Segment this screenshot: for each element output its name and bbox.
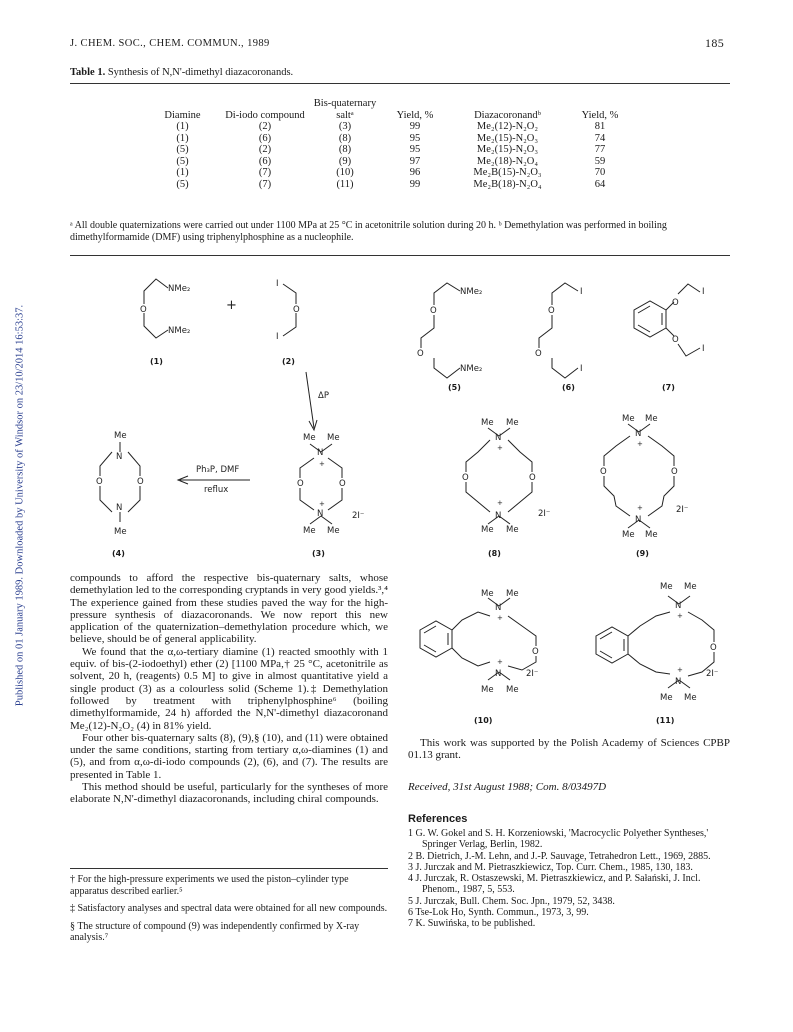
table-cell: (8) <box>338 132 352 144</box>
svg-text:2I⁻: 2I⁻ <box>706 669 719 679</box>
svg-text:Me: Me <box>303 526 316 536</box>
table-cell: (7) <box>258 178 272 190</box>
footnote: § The structure of compound (9) was independently confirmed by X-ray analysis.⁷ <box>70 920 360 943</box>
svg-text:O: O <box>529 473 536 483</box>
bond <box>144 313 168 338</box>
col-header: Yield, % <box>581 109 619 121</box>
table-cell: (9) <box>338 155 352 167</box>
svg-text:+: + <box>637 504 643 512</box>
svg-text:+: + <box>497 444 503 452</box>
svg-text:O: O <box>430 306 437 316</box>
svg-text:N: N <box>116 503 123 513</box>
svg-text:2I⁻: 2I⁻ <box>526 669 539 679</box>
paragraph: This method should be useful, particularly for the syntheses of more elaborate N,N'-dimethyl diazacoronands, including chiral compounds. <box>70 781 388 806</box>
svg-text:O: O <box>600 467 607 477</box>
svg-text:+: + <box>497 658 503 666</box>
svg-text:N: N <box>635 429 642 439</box>
svg-text:Me: Me <box>660 693 673 703</box>
acknowledgement <box>408 737 730 762</box>
svg-text:O: O <box>462 473 469 483</box>
svg-text:N: N <box>317 448 324 458</box>
svg-text:Me: Me <box>645 530 658 540</box>
table-cell: (2) <box>258 144 272 155</box>
table-cell: Me₂(18)-N₂O₄ <box>476 155 539 167</box>
svg-text:N: N <box>495 603 502 613</box>
svg-text:Me: Me <box>303 433 316 443</box>
table-cell: (11) <box>336 178 354 190</box>
svg-text:Me: Me <box>622 530 635 540</box>
col-header: Yield, % <box>396 109 434 121</box>
svg-text:O: O <box>710 643 717 653</box>
svg-text:O: O <box>137 477 144 487</box>
svg-text:2I⁻: 2I⁻ <box>352 511 365 521</box>
table-cell: 70 <box>594 167 606 178</box>
svg-text:Me: Me <box>660 582 673 592</box>
compound-label: (5) <box>448 383 461 392</box>
svg-text:+: + <box>677 612 683 620</box>
svg-text:O: O <box>672 298 679 308</box>
svg-text:N: N <box>495 433 502 443</box>
compound-label: (9) <box>636 549 649 558</box>
compound-label: (4) <box>112 549 125 558</box>
nme2-text: NMe₂ <box>168 326 191 336</box>
svg-text:Me: Me <box>506 589 519 599</box>
reference-item: 4 J. Jurczak, R. Ostaszewski, M. Pietraszkiewicz, and P. Sałański, J. Incl. Phenom., 1987, 5, 553. <box>408 873 701 896</box>
compound-label: (2) <box>282 357 295 366</box>
received-line: Received, 31st August 1988; Com. 8/03497D <box>408 781 607 793</box>
paragraph: compounds to afford the respective bis-quaternary salts, whose demethylation led to the corresponding cryptands in very good yields.³,⁴ The experience gained from these studies paved the way for the high-pressure synthesis of diazacoronands. We now report this new application of the quaternization–demethylation procedure which, we believe, should be of general applicability. <box>70 572 388 646</box>
svg-text:O: O <box>671 467 678 477</box>
table-cell: (1) <box>176 121 189 132</box>
svg-text:+: + <box>497 499 503 507</box>
plus-sign: + <box>226 298 237 313</box>
svg-text:N: N <box>635 515 642 525</box>
table-cell: 74 <box>594 132 606 144</box>
download-notice: Published on 01 January 1989. Downloaded by University of Windsor on 23/10/2014 16:53:37. <box>14 304 26 707</box>
left-column-text <box>70 572 388 806</box>
svg-text:O: O <box>417 349 424 359</box>
table-cell: (8) <box>338 144 352 155</box>
acknowledgement-text: This work was supported by the Polish Academy of Sciences CPBP 01.13 grant. <box>408 737 730 762</box>
table-cell: 99 <box>409 178 421 190</box>
footnote: ‡ Satisfactory analyses and spectral data were obtained for all new compounds. <box>70 903 388 914</box>
compound-label: (8) <box>488 549 501 558</box>
reagent-text: reflux <box>204 485 229 495</box>
compound-label: (7) <box>662 383 675 392</box>
compound-label: (6) <box>562 383 575 392</box>
table-footnote: ᵃ All double quaternizations were carried out under 1100 MPa at 25 °C in acetonitrile solution during 20 h. ᵇ Demethylation was performed in boiling dimethylformamide (DMF) using triphenylphosphine as a nucleophile. <box>70 220 667 243</box>
svg-text:+: + <box>319 500 325 508</box>
reference-item: 3 J. Jurczak and M. Pietraszkiewicz, Top. Curr. Chem., 1985, 130, 183. <box>408 861 693 873</box>
reference-item: 5 J. Jurczak, Bull. Chem. Soc. Jpn., 1979, 52, 3438. <box>408 895 615 907</box>
svg-text:+: + <box>677 666 683 674</box>
iodine-text: I <box>276 332 279 342</box>
table-cell: 95 <box>409 132 421 144</box>
svg-text:Me: Me <box>481 685 494 695</box>
svg-text:N: N <box>495 511 502 521</box>
compound-label: (11) <box>656 716 675 725</box>
table-cell: (3) <box>338 121 352 132</box>
bond <box>144 279 168 304</box>
table-cell: 95 <box>409 144 421 155</box>
svg-text:I: I <box>702 287 705 297</box>
svg-text:+: + <box>319 460 325 468</box>
table-cell: Me₂B(18)-N₂O₄ <box>473 178 542 190</box>
table-cell: (1) <box>176 132 189 144</box>
oxygen-text: O <box>140 305 147 315</box>
table-cell: Me₂(15)-N₂O₃ <box>476 144 539 155</box>
oxygen-text: O <box>293 305 300 315</box>
paragraph: We found that the α,ω-tertiary diamine (1) reacted smoothly with 1 equiv. of bis-(2-iodoethyl) ether (2) [1100 MPa,† 25 °C, acetonitrile as solvent, 20 h, (reagents) 0.5 M] to give in almost quantitative yield a single product (3) as a colourless solid (Scheme 1).‡ Demethylation followed by treatment with triphenylphosphine⁶ (boiling dimethylformamide, 24 h) afforded the N,N'-dimethyl diazacoronand Me₂(12)-N₂O₂ (4) in 81% yield. <box>70 645 388 732</box>
references-list <box>408 828 730 930</box>
table-cell: 81 <box>594 121 606 132</box>
reference-item: 7 K. Suwińska, to be published. <box>408 918 536 930</box>
table-cell: 96 <box>409 167 421 178</box>
footnote-rule <box>70 868 388 869</box>
svg-text:Me: Me <box>114 527 127 537</box>
svg-text:O: O <box>548 306 555 316</box>
compound-label: (1) <box>150 357 163 366</box>
svg-text:Me: Me <box>506 525 519 535</box>
table-cell: (6) <box>258 132 272 144</box>
table-title: Synthesis of N,N'-dimethyl diazacoronands. <box>107 67 294 78</box>
svg-text:Me: Me <box>684 693 697 703</box>
table-cell: Me₂(15)-N₂O₃ <box>476 132 539 144</box>
svg-text:O: O <box>672 335 679 345</box>
svg-text:NMe₂: NMe₂ <box>460 364 483 374</box>
svg-text:Me: Me <box>327 433 340 443</box>
compound-label: (10) <box>474 716 493 725</box>
table-cell: 59 <box>594 155 606 167</box>
journal-header: J. CHEM. SOC., CHEM. COMMUN., 1989 <box>70 38 270 49</box>
table-cell: 99 <box>409 121 421 132</box>
svg-text:O: O <box>535 349 542 359</box>
svg-text:Me: Me <box>114 431 127 441</box>
references-heading: References <box>408 813 468 825</box>
svg-text:N: N <box>495 669 502 679</box>
reagent-text: Ph₃P, DMF <box>196 465 240 475</box>
svg-text:N: N <box>116 452 123 462</box>
svg-text:Me: Me <box>481 525 494 535</box>
svg-text:Me: Me <box>684 582 697 592</box>
table-cell: (5) <box>176 144 189 155</box>
iodine-text: I <box>276 279 279 289</box>
col-header: Di-iodo compound <box>225 109 305 121</box>
table-cell: Me₂B(15)-N₂O₃ <box>473 167 542 178</box>
svg-text:O: O <box>339 479 346 489</box>
col-header: Bis-quaternary saltᵃ <box>313 98 377 121</box>
svg-text:+: + <box>497 614 503 622</box>
svg-text:Me: Me <box>622 414 635 424</box>
table-cell: Me₂(12)-N₂O₂ <box>476 121 539 132</box>
nme2-text: NMe₂ <box>168 284 191 294</box>
reference-item: 1 G. W. Gokel and S. H. Korzeniowski, 'Macrocyclic Polyether Syntheses,' Springer Verlag, Berlin, 1982. <box>408 828 709 851</box>
svg-text:Me: Me <box>481 589 494 599</box>
table-cell: (7) <box>258 167 272 178</box>
compound-label: (3) <box>312 549 325 558</box>
pressure-text: ΔP <box>318 391 329 401</box>
svg-text:N: N <box>675 601 682 611</box>
table-cell: (6) <box>258 155 272 167</box>
table-cell: (5) <box>176 178 189 190</box>
svg-text:+: + <box>637 440 643 448</box>
table-cell: (1) <box>176 167 189 178</box>
svg-text:Me: Me <box>327 526 340 536</box>
reference-item: 6 Tse-Lok Ho, Synth. Commun., 1973, 3, 99. <box>408 907 589 919</box>
col-header: Diazacoronandᵇ <box>474 109 541 121</box>
table-cell: 77 <box>594 144 606 155</box>
table-cell: 97 <box>409 155 421 167</box>
page-number: 185 <box>705 36 725 50</box>
col-header: Diamine <box>164 109 201 121</box>
table-cell: (10) <box>336 167 354 178</box>
table-cell: (5) <box>176 155 189 167</box>
svg-text:O: O <box>532 647 539 657</box>
paragraph: Four other bis-quaternary salts (8), (9),§ (10), and (11) were obtained under the same conditions, starting from tertiary α,ω-diamines (1) and (5), and from α,ω-di-iodo compounds (2), (6), and (7). The results are presented in Table 1. <box>70 731 388 781</box>
table-label: Table 1. <box>70 67 106 78</box>
svg-text:N: N <box>675 677 682 687</box>
svg-text:Me: Me <box>481 418 494 428</box>
svg-text:NMe₂: NMe₂ <box>460 287 483 297</box>
svg-text:O: O <box>96 477 103 487</box>
footnote: † For the high-pressure experiments we used the piston–cylinder type apparatus described earlier.⁵ <box>70 874 349 897</box>
svg-text:2I⁻: 2I⁻ <box>676 505 689 515</box>
svg-text:Me: Me <box>506 418 519 428</box>
svg-text:2I⁻: 2I⁻ <box>538 509 551 519</box>
table-cell: (2) <box>258 121 272 132</box>
footnotes <box>70 874 388 944</box>
svg-text:I: I <box>580 364 583 374</box>
svg-text:O: O <box>297 479 304 489</box>
table-cell: 64 <box>594 178 606 190</box>
svg-text:Me: Me <box>506 685 519 695</box>
svg-text:N: N <box>317 509 324 519</box>
svg-text:Me: Me <box>645 414 658 424</box>
svg-text:I: I <box>702 344 705 354</box>
svg-text:I: I <box>580 287 583 297</box>
reference-item: 2 B. Dietrich, J.-M. Lehn, and J.-P. Sauvage, Tetrahedron Lett., 1969, 2885. <box>408 850 711 862</box>
